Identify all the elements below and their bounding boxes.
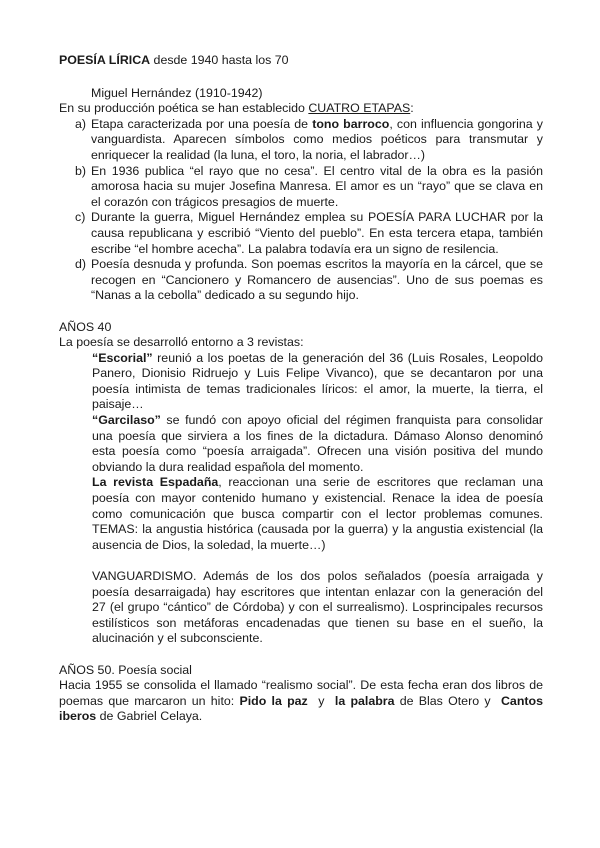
- stages-intro: [59, 101, 543, 117]
- section-50-heading: AÑOS 50. Poesía social: [59, 662, 192, 677]
- magazine-name: La revista Espadaña: [92, 475, 219, 490]
- book-title: Pido la paz: [239, 693, 308, 708]
- stage-item: [59, 210, 543, 257]
- spacer: [59, 647, 543, 663]
- section-40-intro: La poesía se desarrolló entorno a 3 revistas:: [59, 335, 304, 350]
- section-50-text: de Gabriel Celaya.: [96, 709, 203, 724]
- stages-list: [59, 117, 543, 304]
- magazine-garcilaso: [59, 413, 543, 475]
- stage-marker: d): [75, 257, 87, 272]
- section-50-text: Hacia 1955 se consolida el llamado “realismo social”. De esta fecha eran dos libros de poemas que marcaron un hito:: [59, 678, 543, 708]
- document-title: [59, 53, 543, 69]
- title-rest: desde 1940 hasta los 70: [150, 53, 289, 67]
- stage-item: [59, 164, 543, 211]
- book-title: la palabra: [334, 693, 395, 708]
- stage-item: [59, 257, 543, 304]
- vanguard-paragraph: VANGUARDISMO. Además de los dos polos señalados (poesía arraigada y poesía desarraigada) hay escritores que intentan enlazar con la generación del 27 (el grupo “cántico” de Córdoba) y con el surrealismo). Losprincipales recursos estilísticos son metáforas encadenadas que tienen su base en el sueño, la alucinación y el subconsciente.: [92, 569, 543, 646]
- stages-intro-underline: CUATRO ETAPAS: [308, 101, 411, 116]
- stage-marker: a): [75, 116, 87, 131]
- author-line: Miguel Hernández (1910-1942): [91, 85, 263, 100]
- book-title: Cantos iberos: [59, 693, 543, 724]
- stage-text-bold: tono barroco: [312, 116, 390, 131]
- magazine-espadana: [59, 475, 543, 553]
- section-50-paragraph: [59, 678, 543, 725]
- stage-item: [59, 117, 543, 164]
- magazine-name: “Escorial”: [92, 350, 153, 365]
- document-page: [59, 53, 543, 725]
- stage-text-pre: Poesía desnuda y profunda. Son poemas escritos la mayoría en la cárcel, que se recogen en “Cancionero y Romancero de ausencias”. Uno de sus poemas es “Nanas a la cebolla” dedicado a su segundo hijo.: [91, 257, 543, 303]
- magazine-escorial: [59, 351, 543, 413]
- stage-text-pre: Etapa caracterizada por una poesía de: [91, 116, 313, 131]
- section-50-text: y: [307, 693, 335, 708]
- stage-text-pre: En 1936 publica “el rayo que no cesa”. El centro vital de la obra es la pasión amorosa hacia su mujer Josefina Manresa. El amor es un “rayo” que se clava en el corazón con trágicos presagios de muerte.: [91, 163, 543, 209]
- stage-marker: c): [75, 210, 86, 225]
- spacer: [59, 553, 543, 569]
- stages-intro-pre: En su producción poética se han establecido: [59, 101, 309, 116]
- spacer: [59, 304, 543, 320]
- section-50-text: de Blas Otero y: [394, 693, 501, 708]
- title-bold: POESÍA LÍRICA: [59, 53, 151, 67]
- stage-marker: b): [75, 163, 87, 178]
- stage-text-pre: Durante la guerra, Miguel Hernández emplea su POESÍA PARA LUCHAR por la causa republicana y escribió “Viento del pueblo”. En esta tercera etapa, también escribe “el hombre acecha”. La palabra todavía era un signo de resilencia.: [91, 210, 543, 256]
- stage-text-post: , con influencia gongorina y vanguardista. Aparecen símbolos como medios poéticos para transmutar y enriquecer la realidad (la luna, el toro, la noria, el labrador…): [91, 116, 543, 162]
- stages-intro-post: :: [410, 101, 414, 116]
- section-40-heading: AÑOS 40: [59, 319, 112, 334]
- magazine-name: “Garcilaso”: [92, 413, 161, 428]
- magazine-text: , reaccionan una serie de escritores que reclaman una poesía con mayor contenido humano y existencial. Renace la idea de poesía como comunicación que busca compartir con el lector problemas comunes. TEMAS: la angustia histórica (causada por la guerra) y la angustia existencial (la ausencia de Dios, la soledad, la muerte…): [92, 475, 543, 552]
- magazine-text: se fundó con apoyo oficial del régimen franquista para consolidar una poesía que sirviera a los fines de la dictadura. Dámaso Alonso denominó esta poesía como “poesía arraigada”. Ofrecen una visión positiva del mundo obviando la dura realidad española del momento.: [92, 413, 543, 474]
- magazine-text: reunió a los poetas de la generación del 36 (Luis Rosales, Leopoldo Panero, Dionisio Ridruejo y Luis Felipe Vivanco), que se decantaron por una poesía intimista de temas tradicionales líricos: el amor, la muerte, la tierra, el paisaje…: [92, 350, 543, 412]
